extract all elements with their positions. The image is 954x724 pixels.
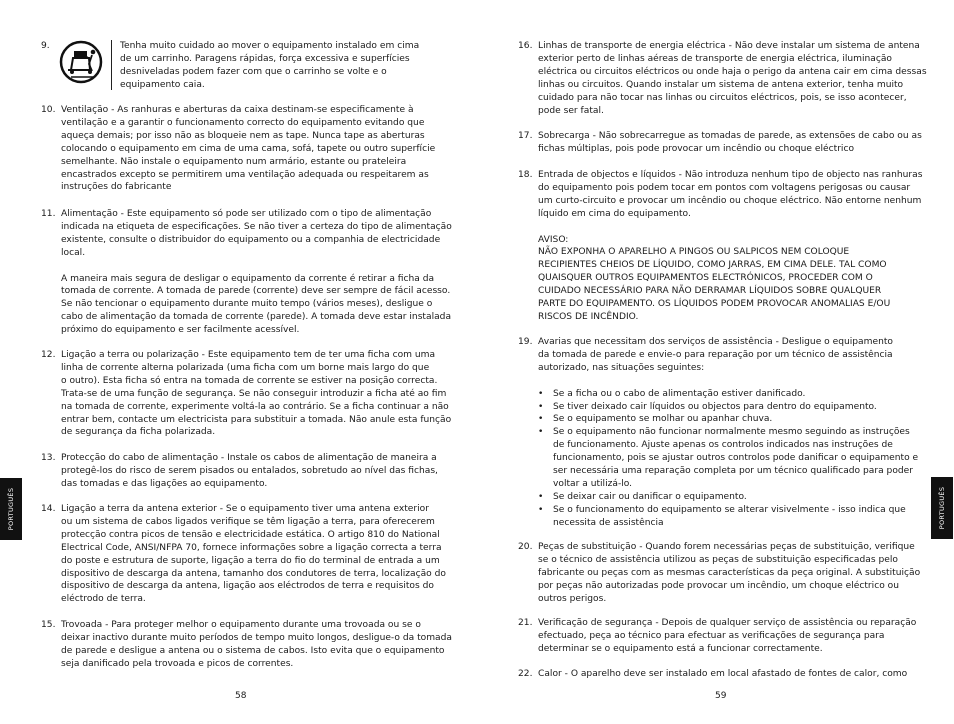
item-number: 9.: [41, 41, 50, 51]
item-text: Linhas de transporte de energia eléctrica - Não deve instalar um sistema de antena exterior perto de linhas aéreas de transporte de energia eléctrica, iluminação eléctrica ou circuitos eléctricos ou onde haja o perigo da antena cair em cima dessas linhas ou circuitos. Quando instalar um sistema de antena exterior, tenha muito cuidado para não tocar nas linhas ou circuitos eléctricos, pois, se isso acontecer, pode ser fatal.: [538, 41, 927, 116]
item-text: Avarias que necessitam dos serviços de assistência - Desligue o equipamento da tomada de parede e envie-o para reparação por um técnico de assistência autorizado, nas situações seguintes: • Se a ficha ou o cabo de alimentação estiver danificado. • Se tiver deixado cair líquidos ou objectos para dentro do equipamento. • Se o equipamento se molhar ou apanhar chuva. • Se o equipamento não funcionar normalmente mesmo seguindo as instruções de funcionamento. Ajuste apenas os controlos indicados nas instruções de funcionamento, pois se ajustar outros controlos pode danificar o equipamento e ser necessária uma reparação completa por um técnico qualificado para poder voltar a utilizá-lo. • Se deixar cair ou danificar o equipamento. • Se o funcionamento do equipamento se alterar visivelmente - isso indica que necessita de assistência: [538, 337, 919, 528]
item-text: Tenha muito cuidado ao mover o equipamento instalado em cima de um carrinho. Paragens rápidas, força excessiva e superfícies desniveladas podem fazer com que o carrinho se volte e o equipamento caia.: [120, 41, 420, 90]
side-tab-language: PORTUGUÊS: [931, 477, 953, 539]
item-text: Ligação a terra da antena exterior - Se o equipamento tiver uma antena exterior ou um sistema de cabos ligados verifique se têm ligação a terra, para oferecerem protecção contra picos de tensão e electricidade estática. O artigo 810 do National Electrical Code, ANSI/NFPA 70, fornece informações sobre a ligação correcta a terra do poste e estrutura de suporte, ligação a terra do fio do terminal de entrada a um dispositivo de descarga da antena, tamanho dos condutores de terra, localização do dispositivo de descarga da antena, ligação aos eléctrodos de terra e requisitos do eléctrodo de terra.: [61, 504, 446, 605]
item-text: Sobrecarga - Não sobrecarregue as tomadas de parede, as extensões de cabo ou as fichas múltiplas, pois pode provocar um incêndio ou choque eléctrico: [538, 131, 922, 154]
item-text: Entrada de objectos e líquidos - Não introduza nenhum tipo de objecto nas ranhuras do equipamento pois podem tocar em pontos com voltagens perigosas ou causar um curto-circuito e provocar um incêndio ou choque eléctrico. Não entorne nenhum líquido em cima do equipamento. AVISO: NÃO EXPONHA O APARELHO A PINGOS OU SALPICOS NEM COLOQUE RECIPIENTES CHEIOS DE LÍQUIDO, COMO JARRAS, EM CIMA DELE. TAL COMO QUAISQUER OUTROS EQUIPAMENTOS ELECTRÓNICOS, PROCEDER COM O CUIDADO NECESSÁRIO PARA NÃO DERRAMAR LÍQUIDOS SOBRE QUALQUER PARTE DO EQUIPAMENTO. OS LÍQUIDOS PODEM PROVOCAR ANOMALIAS E/OU RISCOS DE INCÊNDIO.: [538, 170, 923, 322]
side-tab-language: PORTUGUÊS: [0, 478, 22, 540]
item-text: Protecção do cabo de alimentação - Instale os cabos de alimentação de maneira a protegê-los do risco de serem pisados ou entalados, sobretudo ao nível das fichas, das tomadas e das ligações ao equipamento.: [61, 453, 438, 489]
item-text: Verificação de segurança - Depois de qualquer serviço de assistência ou reparação efectuado, peça ao técnico para efectuar as verificações de segurança para determinar se o equipamento está a funcionar correctamente.: [538, 618, 917, 654]
left-page: 9. Tenha muito cuidado ao mover o equipamento instalado em cima de um carrinho. Paragens rápidas, força excessiva e superfícies desniveladas podem fazer com que o carrinho se volte e o equipamento caia. 10. Ventilação - As ranhuras e aberturas da caixa destinam-se especificamente à ventilação e a garantir o funcionamento correcto do equipamento evitando que aqueça demais; por isso não as bloqueie nem as tape. Nunca tape as aberturas colocando o equipamento em cima de uma cama, sofá, tapete ou outro superfície semelhante. Não instale o equipamento num armário, estante ou prateleira encastrados excepto se permitirem uma ventilação adequada ou respeitarem as instruções do fabricante 11. Alimentação - Este equipamento só pode ser utilizado com o tipo de alimentação indicada na etiqueta de especificações. Se não tiver a certeza do tipo de alimentação existente, consulte o distribuidor do equipamento ou a companhia de electricidade local. A maneira mais segura de desligar o equipamento da corrente é retirar a ficha da tomada de corrente. A tomada de parede (corrente) deve ser sempre de fácil acesso. Se não tencionar o equipamento durante muito tempo (vários meses), desligue o cabo de alimentação da tomada de corrente (parede). A tomada deve estar instalada próximo do equipamento e ser facilmente acessível. 12. Ligação a terra ou polarização - Este equipamento tem de ter uma ficha com uma linha de corrente alterna polarizada (uma ficha com um borne mais largo do que o outro). Esta ficha só entra na tomada de corrente se estiver na posição correcta. Trata-se de uma função de segurança. Se não conseguir introduzir a ficha até ao fim na tomada de corrente, experimente voltá-la ao contrário. Se a ficha continuar a não entrar bem, contacte um electricista para substituir a tomada. Não anule esta função de segurança da ficha polarizada. 13. Protecção do cabo de alimentação - Instale os cabos de alimentação de maneira a protegê-los do risco de serem pisados ou entalados, sobretudo ao nível das fichas, das tomadas e das ligações ao equipamento. 14. Ligação a terra da antena exterior - Se o equipamento tiver uma antena exterior ou um sistema de cabos ligados verifique se têm ligação a terra, para oferecerem protecção contra picos de tensão e electricidade estática. O artigo 810 do National Electrical Code, ANSI/NFPA 70, fornece informações sobre a ligação correcta a terra do poste e estrutura de suporte, ligação a terra do fio do terminal de entrada a um dispositivo de descarga da antena, tamanho dos condutores de terra, localização do dispositivo de descarga da antena, ligação aos eléctrodos de terra e requisitos do eléctrodo de terra. 15. Trovoada - Para proteger melhor o equipamento durante uma trovoada ou se o deixar inactivo durante muito períodos de tempo muito longos, desligue-o da tomada de parede e desligue a antena ou o sistema de cabos. Isto evita que o equipamento seja danificado pela trovoada e picos de correntes. PORTUGUÊS 58: [0, 0, 477, 724]
item-text: Peças de substituição - Quando forem necessárias peças de substituição, verifique se o técnico de assistência utilizou as peças de substituição especificadas pelo fabricante ou peças com as mesmas características da peça original. A substituição por peças não autorizadas pode provocar um incêndio, um choque eléctrico ou outros perigos.: [538, 542, 921, 604]
list-item: • Se deixar cair ou danificar o equipamento.: [538, 491, 747, 502]
list-item: • Se o funcionamento do equipamento se alterar visivelmente - isso indica que necessita de assistência: [538, 504, 906, 528]
list-item: • Se o equipamento se molhar ou apanhar chuva.: [538, 414, 773, 425]
list-item: • Se a ficha ou o cabo de alimentação estiver danificado.: [538, 388, 806, 399]
page-number: 59: [715, 691, 727, 701]
item-text: Alimentação - Este equipamento só pode ser utilizado com o tipo de alimentação indicada na etiqueta de especificações. Se não tiver a certeza do tipo de alimentação existente, consulte o distribuidor do equipamento ou a companhia de electricidade local. A maneira mais segura de desligar o equipamento da corrente é retirar a ficha da tomada de corrente. A tomada de parede (corrente) deve ser sempre de fácil acesso. Se não tencionar o equipamento durante muito tempo (vários meses), desligue o cabo de alimentação da tomada de corrente (parede). A tomada deve estar instalada próximo do equipamento e ser facilmente acessível.: [61, 209, 452, 336]
item-text: Trovoada - Para proteger melhor o equipamento durante uma trovoada ou se o deixar inactivo durante muito períodos de tempo muito longos, desligue-o da tomada de parede e desligue a antena ou o sistema de cabos. Isto evita que o equipamento seja danificado pela trovoada e picos de correntes.: [61, 620, 452, 669]
item-text: Calor - O aparelho deve ser instalado em local afastado de fontes de calor, como: [538, 669, 908, 679]
right-page: 16. Linhas de transporte de energia eléctrica - Não deve instalar um sistema de antena exterior perto de linhas aéreas de transporte de energia eléctrica, iluminação eléctrica ou circuitos eléctricos ou onde haja o perigo da antena cair em cima dessas linhas ou circuitos. Quando instalar um sistema de antena exterior, tenha muito cuidado para não tocar nas linhas ou circuitos eléctricos, pois, se isso acontecer, pode ser fatal. 17. Sobrecarga - Não sobrecarregue as tomadas de parede, as extensões de cabo ou as fichas múltiplas, pois pode provocar um incêndio ou choque eléctrico 18. Entrada de objectos e líquidos - Não introduza nenhum tipo de objecto nas ranhuras do equipamento pois podem tocar em pontos com voltagens perigosas ou causar um curto-circuito e provocar um incêndio ou choque eléctrico. Não entorne nenhum líquido em cima do equipamento. AVISO: NÃO EXPONHA O APARELHO A PINGOS OU SALPICOS NEM COLOQUE RECIPIENTES CHEIOS DE LÍQUIDO, COMO JARRAS, EM CIMA DELE. TAL COMO QUAISQUER OUTROS EQUIPAMENTOS ELECTRÓNICOS, PROCEDER COM O CUIDADO NECESSÁRIO PARA NÃO DERRAMAR LÍQUIDOS SOBRE QUALQUER PARTE DO EQUIPAMENTO. OS LÍQUIDOS PODEM PROVOCAR ANOMALIAS E/OU RISCOS DE INCÊNDIO. 19. Avarias que necessitam dos serviços de assistência - Desligue o equipamento da tomada de parede e envie-o para reparação por um técnico de assistência autorizado, nas situações seguintes: • Se a ficha ou o cabo de alimentação estiver danificado. • Se tiver deixado cair líquidos ou objectos para dentro do equipamento. • Se o equipamento se molhar ou apanhar chuva. • Se o equipamento não funcionar normalmente mesmo seguindo as instruções de funcionamento. Ajuste apenas os controlos indicados nas instruções de funcionamento, pois se ajustar outros controlos pode danificar o equipamento e ser necessária uma reparação completa por um técnico qualificado para poder voltar a utilizá-lo. • Se deixar cair ou danificar o equipamento. • Se o funcionamento do equipamento se alterar visivelmente - isso indica que necessita de assistência 20. Peças de substituição - Quando forem necessárias peças de substituição, verifique se o técnico de assistência utilizou as peças de substituição especificadas pelo fabricante ou peças com as mesmas características da peça original. A substituição por peças não autorizadas pode provocar um incêndio, um choque eléctrico ou outros perigos. 21. Verificação de segurança - Depois de qualquer serviço de assistência ou reparação efectuado, peça ao técnico para efectuar as verificações de segurança para determinar se o equipamento está a funcionar correctamente. 22. Calor - O aparelho deve ser instalado em local afastado de fontes de calor, como PORTUGUÊS 59: [477, 0, 954, 724]
warning-label: AVISO:: [538, 234, 569, 245]
list-item: • Se tiver deixado cair líquidos ou objectos para dentro do equipamento.: [538, 401, 877, 412]
icon-divider: [111, 40, 112, 90]
cart-tip-over-warning-icon: [59, 40, 103, 84]
list-item: • Se o equipamento não funcionar normalmente mesmo seguindo as instruções de funcionamento. Ajuste apenas os controlos indicados nas instruções de funcionamento, pois se ajustar outros controlos pode danificar o equipamento e ser necessária uma reparação completa por um técnico qualificado para poder voltar a utilizá-lo.: [538, 427, 919, 489]
page-number: 58: [235, 691, 247, 701]
item-text: Ventilação - As ranhuras e aberturas da caixa destinam-se especificamente à ventilação e a garantir o funcionamento correcto do equipamento evitando que aqueça demais; por isso não as bloqueie nem as tape. Nunca tape as aberturas colocando o equipamento em cima de uma cama, sofá, tapete ou outro superfície semelhante. Não instale o equipamento num armário, estante ou prateleira encastrados excepto se permitirem uma ventilação adequada ou respeitarem as instruções do fabricante: [61, 105, 436, 193]
item-text: Ligação a terra ou polarização - Este equipamento tem de ter uma ficha com uma linha de corrente alterna polarizada (uma ficha com um borne mais largo do que o outro). Esta ficha só entra na tomada de corrente se estiver na posição correcta. Trata-se de uma função de segurança. Se não conseguir introduzir a ficha até ao fim na tomada de corrente, experimente voltá-la ao contrário. Se a ficha continuar a não entrar bem, contacte um electricista para substituir a tomada. Não anule esta função de segurança da ficha polarizada.: [61, 350, 452, 438]
